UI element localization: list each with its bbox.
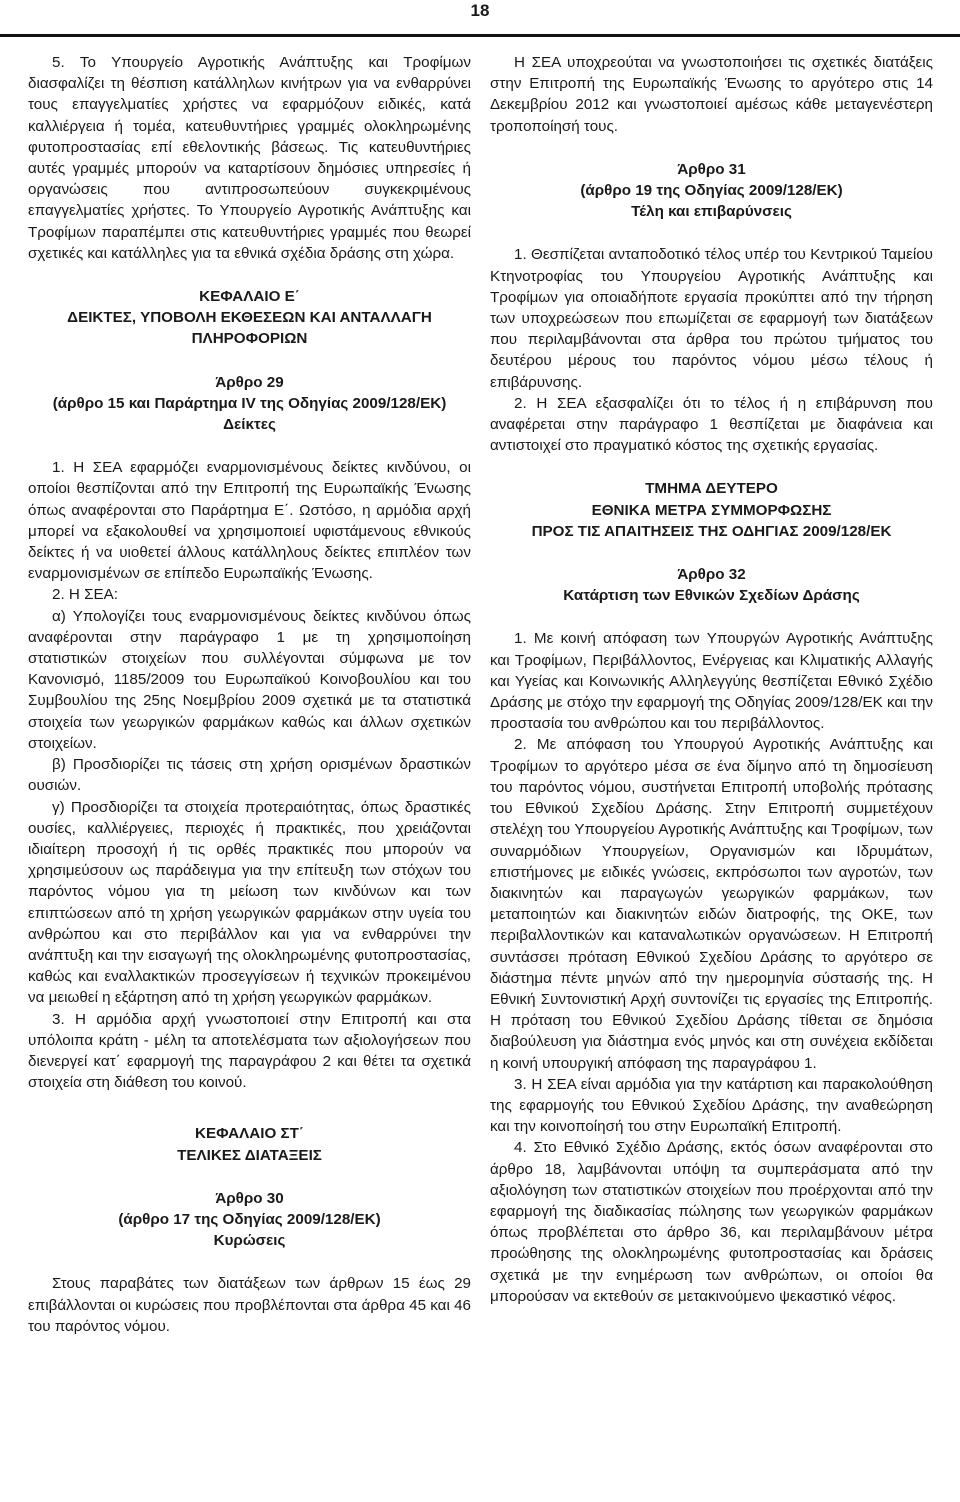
- article-reference: (άρθρο 19 της Οδηγίας 2009/128/ΕΚ): [580, 182, 843, 200]
- chapter-label: ΚΕΦΑΛΑΙΟ Ε΄: [199, 288, 300, 306]
- article-label: Άρθρο 30: [215, 1189, 284, 1207]
- article-title: Κατάρτιση των Εθνικών Σχεδίων Δράσης: [563, 587, 860, 605]
- section-title: ΕΘΝΙΚΑ ΜΕΤΡΑ ΣΥΜΜΟΡΦΩΣΗΣ: [591, 501, 832, 519]
- paragraph: 3. Η αρμόδια αρχή γνωστοποιεί στην Επιτροπή και στα υπόλοιπα κράτη - μέλη τα αποτελέσματα των αξιολογήσεων που διενεργεί κατ΄ εφαρμογή της παραγράφου 2 και θέτει τα σχετικά στοιχεία στη διάθεση του κοινού.: [28, 1010, 471, 1092]
- article-reference: (άρθρο 15 και Παράρτημα IV της Οδηγίας 2009/128/ΕΚ): [52, 394, 447, 412]
- paragraph: Στους παραβάτες των διατάξεων των άρθρων 15 έως 29 επιβάλλονται οι κυρώσεις που προβλέπονται στα άρθρα 45 και 46 του παρόντος νόμου.: [28, 1275, 471, 1335]
- chapter-label: ΚΕΦΑΛΑΙΟ ΣΤ΄: [195, 1125, 304, 1143]
- section-label: ΤΜΗΜΑ ΔΕΥΤΕΡΟ: [645, 480, 778, 498]
- paragraph: 2. Η ΣΕΑ εξασφαλίζει ότι το τέλος ή η επιβάρυνση που αναφέρεται στην παράγραφο 1 θεσπίζεται με διαφάνεια και αντιστοιχεί στο πραγματικό κόστος της σχετικής εργασίας.: [490, 394, 933, 455]
- right-column: [490, 52, 933, 1307]
- chapter-title: ΔΕΙΚΤΕΣ, ΥΠΟΒΟΛΗ ΕΚΘΕΣΕΩΝ ΚΑΙ ΑΝΤΑΛΛΑΓΗ ΠΛΗΡΟΦΟΡΙΩΝ: [67, 309, 432, 348]
- paragraph: Η ΣΕΑ υποχρεούται να γνωστοποιήσει τις σχετικές διατάξεις στην Επιτροπή της Ευρωπαϊκής Ένωσης το αργότερο στις 14 Δεκεμβρίου 2012 και γνωστοποιεί αμέσως κάθε μεταγενέστερη τροποποίησή τους.: [490, 54, 933, 135]
- section-title: ΠΡΟΣ ΤΙΣ ΑΠΑΙΤΗΣΕΙΣ ΤΗΣ ΟΔΗΓΙΑΣ 2009/128/ΕΚ: [531, 522, 892, 540]
- article-title: Δείκτες: [223, 416, 276, 434]
- article-label: Άρθρο 29: [215, 373, 284, 391]
- article-title: Κυρώσεις: [213, 1232, 286, 1250]
- left-column: [28, 52, 471, 1337]
- paragraph: 2. Με απόφαση του Υπουργού Αγροτικής Ανάπτυξης και Τροφίμων το αργότερο μέσα σε ένα δίμηνο από τη δημοσίευση του παρόντος νόμου, συστήνεται Επιτροπή υποβολής πρότασης του Εθνικού Σχεδίου Δράσης. Στην Επιτροπή συμμετέχουν στελέχη του Υπουργείου Αγροτικής Ανάπτυξης και Τροφίμων, των συναρμόδιων Υπουργείων, Οργανισμών και Ιδρυμάτων, επιστήμονες με ειδικές γνώσεις, εκπρόσωποι των αγροτών, των διακινητών και παραγωγών γεωργικών φαρμάκων, των μεταποιητών και διακινητών ειδών διατροφής, της ΟΚΕ, των περιβαλλοντικών και καταναλωτικών οργανώσεων. Η Επιτροπή συντάσσει πρόταση Εθνικού Σχεδίου Δράσης το αργότερο σε διάστημα πέντε μηνών από την ημερομηνία σύστασής της. Η Εθνική Συντονιστική Αρχή συντονίζει τις εργασίες της Επιτροπής. Η πρόταση του Εθνικού Σχεδίου Δράσης τίθεται σε δημόσια διαβούλευση για διάστημα ενός μηνός και στη συνέχεια εκδίδεται η κοινή υπουργική απόφαση της παραγράφου 1.: [490, 736, 933, 1072]
- paragraph: 1. Η ΣΕΑ εφαρμόζει εναρμονισμένους δείκτες κινδύνου, οι οποίοι θεσπίζονται από την Επιτροπή της Ευρωπαϊκής Ένωσης όπως αναφέρονται στο Παράρτημα Ε΄. Ωστόσο, η αρμόδια αρχή μπορεί να εξακολουθεί να χρησιμοποιεί υφιστάμενους εθνικούς δείκτες ή να υιοθετεί άλλους κατάλληλους δείκτες επιπλέον των εναρμονισμένων σε επίπεδο Ευρωπαϊκής Ένωσης.: [28, 459, 471, 583]
- paragraph: 4. Στο Εθνικό Σχέδιο Δράσης, εκτός όσων αναφέρονται στο άρθρο 18, λαμβάνονται υπόψη τα συμπεράσματα από την αξιολόγηση των στατιστικών στοιχείων που προέρχονται από την εφαρμογή της διαδικασίας πώλησης των γεωργικών φαρμάκων όπως προβλέπεται στο άρθρο 36, και περιλαμβάνουν μέτρα προώθησης της ολοκληρωμένης φυτοπροστασίας και δράσεις σχετικά με την ενημέρωση των ανθρώπων, οι οποίοι θα μπορούσαν να εκτεθούν σε μετακινούμενο ψεκαστικό νέφος.: [490, 1139, 933, 1305]
- page-number: 18: [470, 1, 490, 20]
- paragraph: 5. Το Υπουργείο Αγροτικής Ανάπτυξης και Τροφίμων διασφαλίζει τη θέσπιση κατάλληλων κινήτρων για να ενθαρρύνει τους επαγγελματίες χρήστες να εφαρμόζουν ειδικές, κατά καλλιέργεια ή τομέα, κατευθυντήριες γραμμές ολοκληρωμένης φυτοπροστασίας επί εθελοντικής βάσεως. Τις κατευθυντήριες αυτές γραμμές μπορούν να καταρτίσουν δημόσιες υπηρεσίες ή οργανώσεις που αντιπροσωπεύουν συγκεκριμένους επαγγελματίες χρήστες. Το Υπουργείο Αγροτικής Ανάπτυξης και Τροφίμων παραπέμπει στις κατευθυντήριες γραμμές που θεωρεί σχετικές και κατάλληλες για τα εθνικά σχέδια δράσης στη χώρα.: [28, 54, 471, 262]
- article-label: Άρθρο 31: [677, 160, 746, 178]
- header-rule: [0, 34, 960, 37]
- paragraph: β) Προσδιορίζει τις τάσεις στη χρήση ορισμένων δραστικών ουσιών.: [28, 756, 471, 795]
- paragraph: 3. Η ΣΕΑ είναι αρμόδια για την κατάρτιση και παρακολούθηση της εφαρμογής του Εθνικού Σχεδίου Δράσης, την αναθεώρηση και την κοινοποίησή του στην Ευρωπαϊκή Επιτροπή.: [490, 1075, 933, 1136]
- article-label: Άρθρο 32: [677, 566, 746, 584]
- paragraph: γ) Προσδιορίζει τα στοιχεία προτεραιότητας, όπως δραστικές ουσίες, καλλιέργειες, περιοχές ή πρακτικές, που χρειάζονται ιδιαίτερη προσοχή ή τις ορθές πρακτικές που μπορούν να χρησιμεύσουν ως παράδειγμα για την επίτευξη των στόχων του παρόντος νόμου για τη μείωση των κινδύνων και των επιπτώσεων από τη χρήση γεωργικών φαρμάκων στην υγεία του ανθρώπου και στο περιβάλλον και για να ενθαρρύνει την ανάπτυξη και την εισαγωγή της ολοκληρωμένης φυτοπροστασίας, καθώς και εναλλακτικών προσεγγίσεων ή τεχνικών προκειμένου να μειωθεί η εξάρτηση από τη χρήση γεωργικών φαρμάκων.: [28, 798, 471, 1007]
- paragraph: 1. Θεσπίζεται ανταποδοτικό τέλος υπέρ του Κεντρικού Ταμείου Κτηνοτροφίας του Υπουργείου Αγροτικής Ανάπτυξης και Τροφίμων για οποιαδήποτε εργασία προκύπτει από την τήρηση των υποχρεώσεων που επωμίζεται σε εφαρμογή των διατάξεων που περιλαμβάνονται στα άρθρα του πρώτου τμήματος του δευτέρου μέρους του παρόντος νόμου μέσω τέλους ή επιβάρυνσης.: [490, 246, 933, 391]
- paragraph: 2. Η ΣΕΑ:: [52, 586, 118, 604]
- article-reference: (άρθρο 17 της Οδηγίας 2009/128/ΕΚ): [118, 1210, 381, 1228]
- page-header: [0, 0, 960, 40]
- paragraph: α) Υπολογίζει τους εναρμονισμένους δείκτες κινδύνου όπως αναφέρονται στην παράγραφο 1 με τη χρησιμοποίηση στατιστικών στοιχείων που συλλέγονται σύμφωνα με τον Κανονισμό, 1185/2009 του Ευρωπαϊκού Κοινοβουλίου και του Συμβουλίου της 25ης Νοεμβρίου 2009 σχετικά με τα στατιστικά στοιχεία των γεωργικών φαρμάκων καθώς και άλλων σχετικών στοιχείων.: [28, 607, 471, 752]
- article-title: Τέλη και επιβαρύνσεις: [631, 203, 792, 221]
- chapter-title: ΤΕΛΙΚΕΣ ΔΙΑΤΑΞΕΙΣ: [177, 1146, 322, 1164]
- paragraph: 1. Με κοινή απόφαση των Υπουργών Αγροτικής Ανάπτυξης και Τροφίμων, Περιβάλλοντος, Ενέργειας και Κλιματικής Αλλαγής και Υγείας και Κοινωνικής Αλληλεγγύης θεσπίζεται Εθνικό Σχέδιο Δράσης με στόχο την εφαρμογή της Οδηγίας 2009/128/ΕΚ και την προστασία του ανθρώπου και του περιβάλλοντος.: [490, 630, 933, 733]
